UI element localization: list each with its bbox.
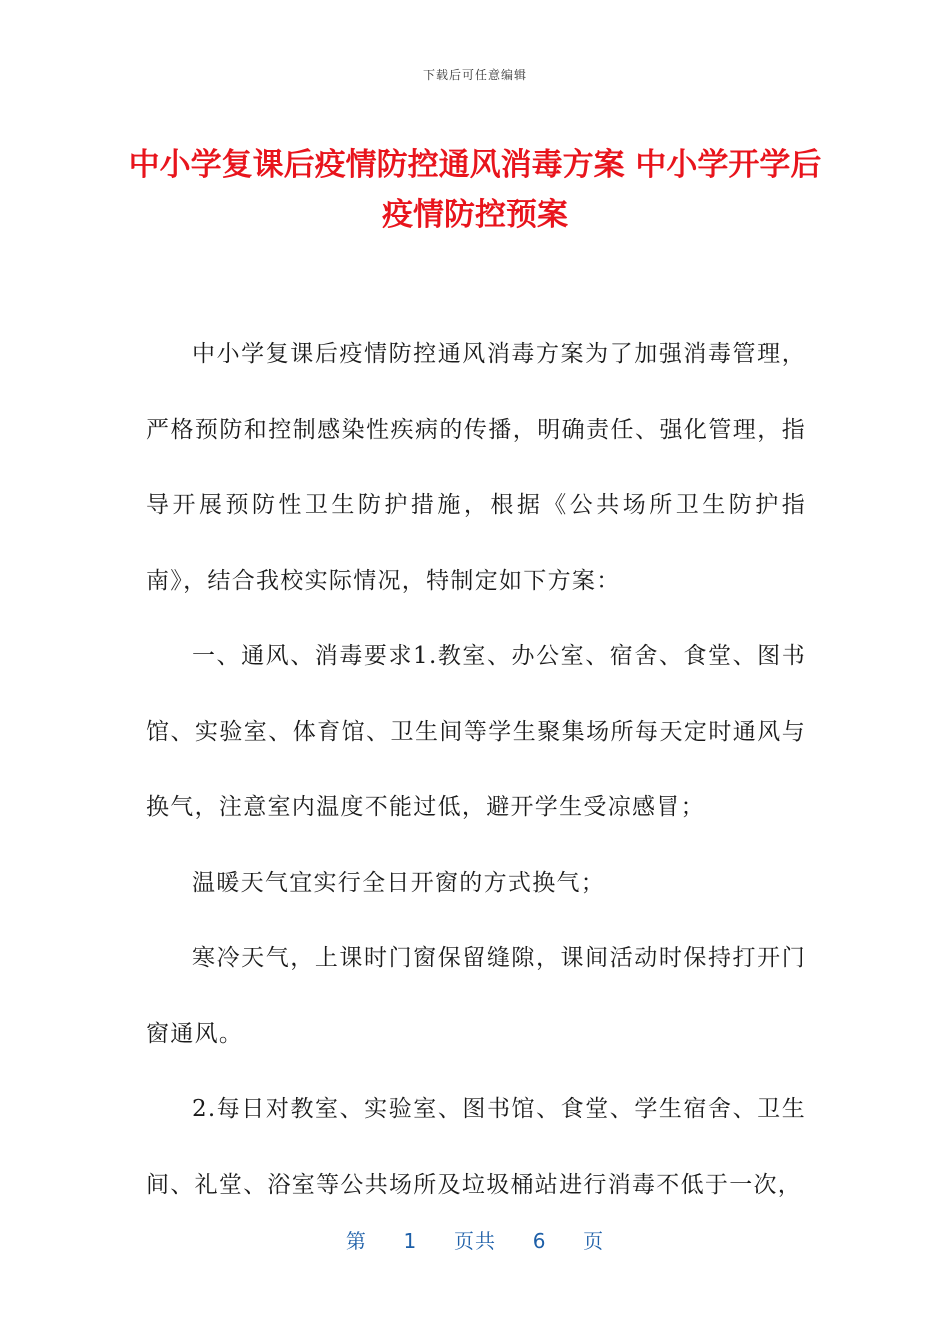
- current-page-number: 1: [403, 1229, 418, 1253]
- paragraph: 寒冷天气，上课时门窗保留缝隙，课间活动时保持打开门窗通风。: [146, 945, 806, 1047]
- document-title: 中小学复课后疫情防控通风消毒方案 中小学开学后疫情防控预案: [128, 147, 822, 233]
- page-label-middle: 页共: [454, 1229, 496, 1253]
- paragraph: 2.每日对教室、实验室、图书馆、食堂、学生宿舍、卫生间、礼堂、浴室等公共场所及垃圾桶站进行消毒不低于一次，: [146, 1096, 806, 1198]
- total-pages-number: 6: [532, 1229, 547, 1253]
- page-footer: [0, 1225, 950, 1254]
- paragraph: 温暖天气宜实行全日开窗的方式换气；: [192, 869, 606, 896]
- page-label-prefix: 第: [345, 1229, 367, 1253]
- paragraph: 中小学复课后疫情防控通风消毒方案为了加强消毒管理，严格预防和控制感染性疾病的传播，明确责任、强化管理，指导开展预防性卫生防护措施，根据《公共场所卫生防护指南》，结合我校实际情况，特制定如下方案：: [146, 341, 806, 594]
- page-label-suffix: 页: [583, 1229, 605, 1253]
- paragraph: 一、通风、消毒要求1.教室、办公室、宿舍、食堂、图书馆、实验室、体育馆、卫生间等学生聚集场所每天定时通风与换气，注意室内温度不能过低，避开学生受凉感冒；: [146, 643, 806, 820]
- header-note: 下载后可任意编辑: [422, 68, 527, 82]
- document-body: [146, 317, 806, 1223]
